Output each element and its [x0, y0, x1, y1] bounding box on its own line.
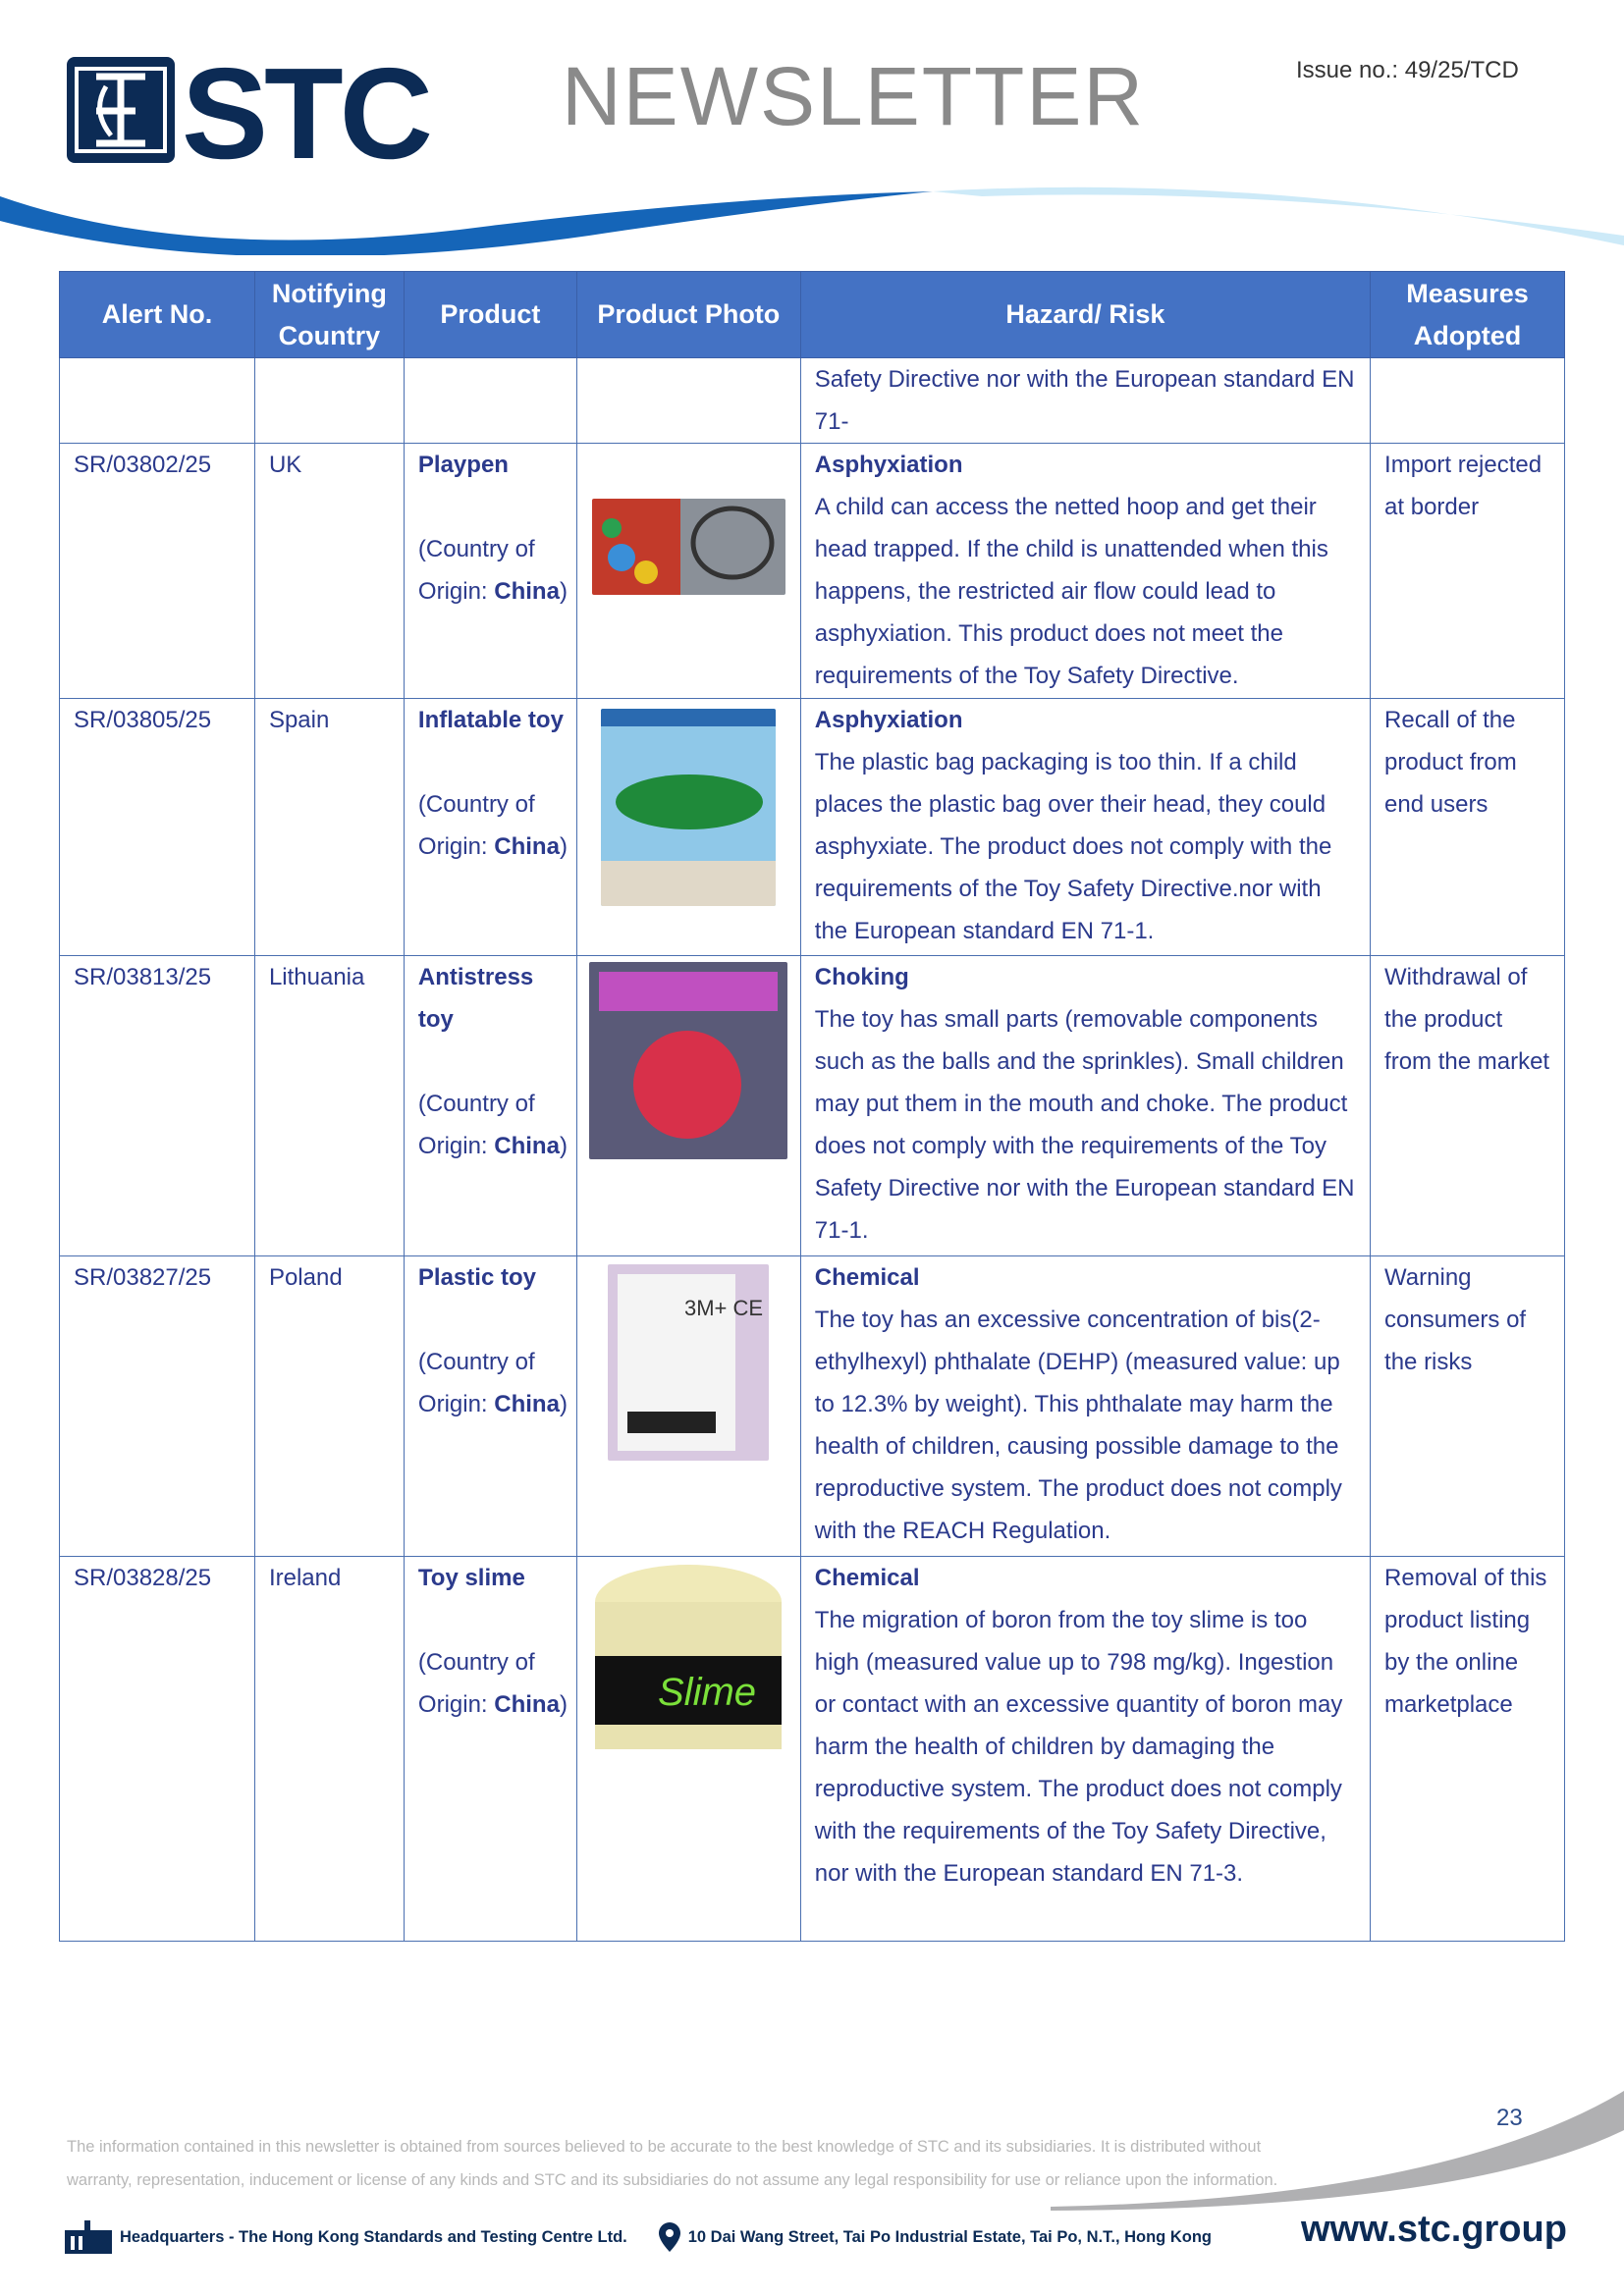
table-row [60, 1256, 1565, 1557]
stc-logo-emblem [67, 57, 175, 163]
location-pin-icon [659, 2222, 680, 2252]
col-alert-no: Alert No. [60, 272, 255, 358]
table-row [60, 956, 1565, 1256]
product-cell: Plastic toy (Country of Origin: China) [404, 1256, 576, 1557]
alert-number: SR/03827/25 [60, 1256, 255, 1557]
hazard-text: The toy has an excessive concentration of bis(2-ethylhexyl) phthalate (DEHP) (measured value: up to 12.3% by weight). This phthalate may harm the health of children, causing possible damage to the reproductive system. The product does not comply with the REACH Regulation. [814, 1307, 1342, 1544]
hazard-title: Asphyxiation [814, 452, 963, 478]
stc-logo-text: STC [182, 41, 429, 186]
notifying-country: Lithuania [254, 956, 404, 1256]
plastic-toy-label-photo [576, 1256, 800, 1557]
footer-contact [65, 2220, 1212, 2254]
website-link[interactable]: www.stc.group [1301, 2209, 1567, 2250]
origin-label: (Country of Origin: [417, 1349, 535, 1417]
inflatable-crocodile-photo [576, 699, 800, 956]
playpen-photo [576, 444, 800, 699]
hazard-cell [800, 699, 1370, 956]
hazard-title: Chemical [814, 1264, 920, 1291]
headquarters-text: Headquarters - The Hong Kong Standards and Testing Centre Ltd. [120, 2227, 627, 2246]
issue-number: Issue no.: 49/25/TCD [1296, 57, 1519, 83]
svg-text:Slime: Slime [658, 1671, 757, 1714]
hazard-cell [800, 956, 1370, 1256]
hazard-cell [800, 444, 1370, 699]
origin-country: China [494, 1691, 560, 1718]
hazard-cell [800, 1557, 1370, 1942]
origin-label: (Country of Origin: [417, 536, 535, 605]
newsletter-title: NEWSLETTER [562, 50, 1146, 142]
hazard-text: The toy has small parts (removable components such as the balls and the sprinkles). Small children may put them in the mouth and choke. The product does not comply with the requirements of the Toy Safety Directive nor with the European standard EN 71-1. [814, 1006, 1355, 1244]
measures-adopted: Import rejected at border [1371, 444, 1565, 699]
origin-label: (Country of Origin: [417, 791, 535, 860]
svg-text:3M+ CE: 3M+ CE [684, 1296, 764, 1320]
building-icon [65, 2220, 112, 2254]
toy-slime-photo [576, 1557, 800, 1942]
col-product: Product [404, 272, 576, 358]
origin-label: (Country of Origin: [417, 1091, 535, 1159]
hazard-text: The migration of boron from the toy slime is too high (measured value up to 798 mg/kg). Ingestion or contact with an excessive quantity of boron may harm the health of children by damaging the reproductive system. The product does not comply with the requirements of the Toy Safety Directive, nor with the European standard EN 71-3. [814, 1607, 1343, 1887]
table-header-row [60, 272, 1565, 358]
table-row [60, 444, 1565, 699]
notifying-country: Ireland [254, 1557, 404, 1942]
origin-label: (Country of Origin: [417, 1649, 535, 1718]
product-cell: Antistress toy (Country of Origin: China) [404, 956, 576, 1256]
alert-number: SR/03813/25 [60, 956, 255, 1256]
notifying-country: UK [254, 444, 404, 699]
measures-adopted: Withdrawal of the product from the market [1371, 956, 1565, 1256]
col-measures: Measures Adopted [1371, 272, 1565, 358]
product-name: Playpen [417, 452, 509, 478]
notifying-country: Poland [254, 1256, 404, 1557]
alert-number: SR/03805/25 [60, 699, 255, 956]
col-country: Notifying Country [254, 272, 404, 358]
origin-country: China [494, 1391, 560, 1417]
alert-number: SR/03828/25 [60, 1557, 255, 1942]
product-name: Inflatable toy [417, 707, 564, 733]
measures-adopted: Recall of the product from end users [1371, 699, 1565, 956]
measures-adopted: Removal of this product listing by the online marketplace [1371, 1557, 1565, 1942]
product-cell: Toy slime (Country of Origin: China) [404, 1557, 576, 1942]
origin-country: China [494, 833, 560, 860]
hazard-title: Chemical [814, 1565, 920, 1591]
measures-adopted: Warning consumers of the risks [1371, 1256, 1565, 1557]
product-name: Plastic toy [417, 1264, 536, 1291]
product-name: Toy slime [417, 1565, 525, 1591]
alert-number: SR/03802/25 [60, 444, 255, 699]
hazard-text: The plastic bag packaging is too thin. If a child places the plastic bag over their head, they could asphyxiate. The product does not comply with the requirements of the Toy Safety Directive.nor with the European standard EN 71-1. [814, 749, 1332, 944]
product-name: Antistress toy [417, 964, 534, 1033]
hazard-text: Safety Directive nor with the European standard EN 71- [800, 358, 1370, 444]
antistress-toy-photo [576, 956, 800, 1256]
col-hazard: Hazard/ Risk [800, 272, 1370, 358]
product-cell: Playpen (Country of Origin: China) [404, 444, 576, 699]
origin-country: China [494, 1133, 560, 1159]
hazard-text: A child can access the netted hoop and get their head trapped. If the child is unattended when this happens, the restricted air flow could lead to asphyxiation. This product does not meet the requirements of the Toy Safety Directive. [814, 494, 1328, 689]
alerts-table [59, 271, 1565, 1942]
page-number: 23 [1496, 2105, 1523, 2131]
address-text: 10 Dai Wang Street, Tai Po Industrial Estate, Tai Po, N.T., Hong Kong [687, 2227, 1212, 2246]
hazard-cell [800, 1256, 1370, 1557]
table-row-continued [60, 358, 1565, 444]
disclaimer: The information contained in this newsletter is obtained from sources believed to be accurate to the best knowledge of STC and its subsidiaries. It is distributed without warranty, representation, inducement or license of any kinds and STC and its subsidiaries do not assume any legal responsibility for use or reliance upon the information. [67, 2138, 1278, 2189]
table-row [60, 1557, 1565, 1942]
product-cell: Inflatable toy (Country of Origin: China) [404, 699, 576, 956]
table-row [60, 699, 1565, 956]
header-swoosh [0, 177, 1624, 255]
notifying-country: Spain [254, 699, 404, 956]
hazard-title: Choking [814, 964, 909, 990]
col-photo: Product Photo [576, 272, 800, 358]
origin-country: China [494, 578, 560, 605]
hazard-title: Asphyxiation [814, 707, 963, 733]
